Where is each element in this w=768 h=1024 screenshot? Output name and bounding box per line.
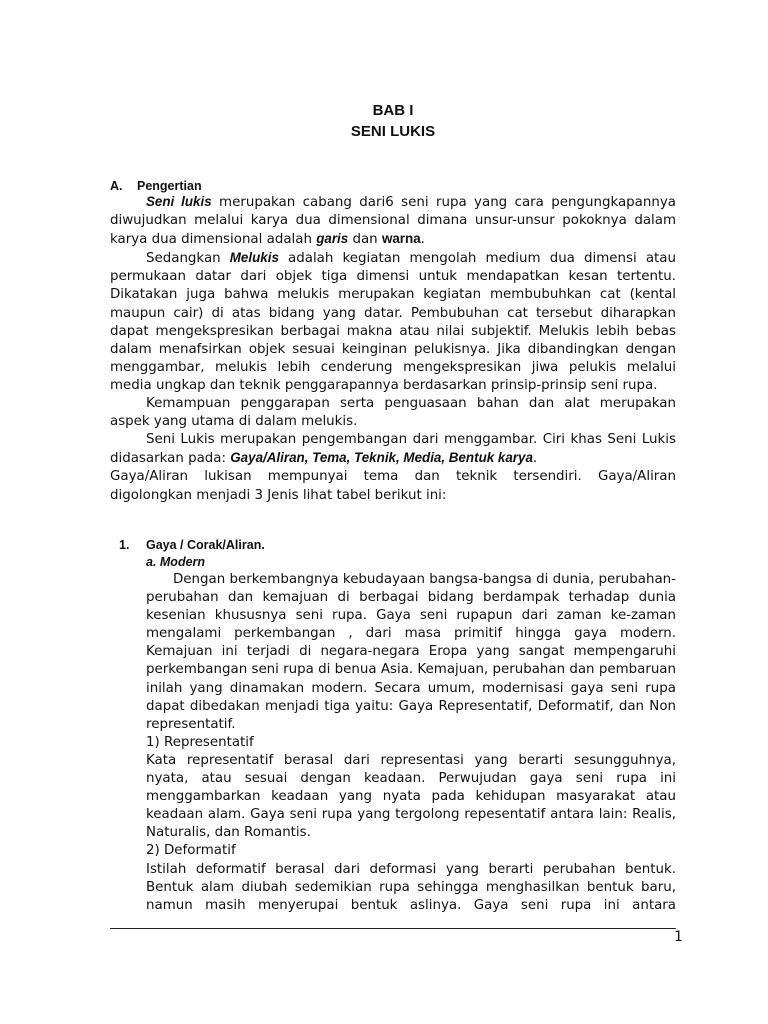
term-garis: garis — [316, 231, 349, 247]
section-1-marker: 1. — [119, 538, 130, 552]
section-a-body — [110, 193, 676, 505]
paragraph-ciri-khas — [110, 431, 676, 468]
paragraph-representatif: Kata representatif berasal dari representasi yang berarti sesungguhnya, nyata, atau sesuai dengan keadaan. Perwujudan gaya seni rupa ini menggambarkan keadaan yang nyata pada kehidupan masyarakat atau keadaan alam. Gaya seni rupa yang tergolong repesentatif antara lain: Realis, Naturalis, dan Romantis. — [146, 752, 676, 841]
term-warna: warna — [381, 231, 421, 247]
paragraph-deformatif: Istilah deformatif berasal dari deformasi yang berarti perubahan bentuk. Bentuk alam diubah sedemikian rupa sehingga menghasilkan bentuk baru, namun masih menyerupai bentuk aslinya. Gaya seni rupa ini antara — [146, 861, 676, 913]
paragraph-text: . — [532, 451, 538, 467]
paragraph-text: adalah kegiatan mengolah medium dua dimensi atau permukaan datar dari objek tiga dimensi untuk mendapatkan kesan tertentu. Dikatakan juga bahwa melukis merupakan kegiatan membubuhkan cat (kental maupun cair) di atas bidang yang datar. Pembubuhan cat tersebut diharapkan dapat mengekspresikan berbagai makna atau nilai subjektif. Melukis lebih bebas dalam menafsirkan objek sesuai keinginan pelukisnya. Jika dibandingkan dengan menggambar, melukis lebih cenderung mengekspresikan jiwa pelukis melalui media ungkap dan teknik penggarapannya berdasarkan prinsip-prinsip seni rupa. — [110, 251, 676, 393]
footer-rule — [110, 928, 676, 929]
chapter-number: BAB I — [372, 102, 414, 119]
term-seni-lukis: Seni lukis — [146, 194, 212, 209]
ciri-khas-list: Gaya/Aliran, Tema, Teknik, Media, Bentuk karya — [230, 450, 533, 466]
subsection-a-heading: a. Modern — [146, 555, 206, 569]
paragraph-text: dan — [348, 232, 382, 248]
paragraph-seni-lukis — [110, 193, 676, 249]
list-item-representatif: 1) Representatif — [146, 734, 254, 750]
section-a-heading: Pengertian — [137, 179, 202, 193]
section-1-body — [146, 571, 676, 915]
paragraph-text: merupakan cabang dari6 seni rupa yang cara pengungkapannya diwujudkan melalui karya dua dimensional dimana unsur-unsur pokoknya dalam karya dua dimensional adalah — [110, 195, 676, 248]
chapter-title: SENI LUKIS — [350, 123, 436, 140]
section-1-heading: Gaya / Corak/Aliran. — [146, 538, 265, 552]
list-item-deformatif: 2) Deformatif — [146, 843, 236, 859]
paragraph-gaya-aliran: Gaya/Aliran lukisan mempunyai tema dan teknik tersendiri. Gaya/Aliran digolongkan menjadi 3 Jenis lihat tabel berikut ini: — [110, 469, 676, 503]
paragraph-kemampuan: Kemampuan penggarapan serta penguasaan bahan dan alat merupakan aspek yang utama di dalam melukis. — [110, 396, 676, 430]
term-melukis: Melukis — [229, 250, 279, 266]
paragraph-text: Sedangkan — [146, 251, 230, 267]
paragraph-modern: Dengan berkembangnya kebudayaan bangsa-bangsa di dunia, perubahan- perubahan dan kemajuan di berbagai bidang berdampak terhadap dunia kesenian khususnya seni rupa. Gaya seni rupapun dari zaman ke-zaman mengalami perkembangan , dari masa primitif hingga gaya modern. Kemajuan ini terjadi di negara-negara Eropa yang sangat mempengaruhi perkembangan seni rupa di benua Asia. Kemajuan, perubahan dan pembaruan inilah yang dinamakan modern. Secara umum, modernisasi gaya seni rupa dapat dibedakan menjadi tiga yaitu: Gaya Representatif, Deformatif, dan Non representatif. — [146, 572, 676, 732]
paragraph-text: . — [420, 232, 425, 248]
paragraph-melukis — [110, 249, 676, 395]
section-a-marker: A. — [110, 179, 123, 193]
page-number: 1 — [674, 929, 683, 945]
paragraph-text: Seni Lukis merupakan pengembangan dari menggambar. Ciri khas Seni Lukis didasarkan pada: — [110, 432, 676, 467]
